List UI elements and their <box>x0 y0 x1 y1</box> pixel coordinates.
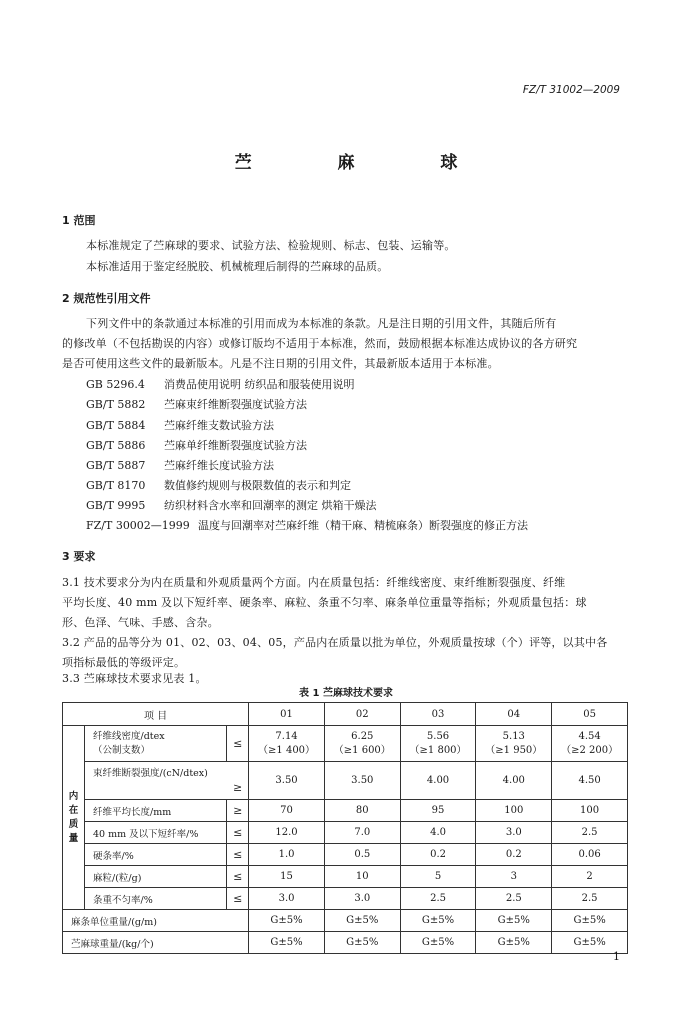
row-value: 4.00 <box>476 762 552 800</box>
scope-paragraph-1: 本标准规定了苎麻球的要求、试验方法、检验规则、标志、包装、运输等。 <box>86 239 456 252</box>
row-value: 3 <box>476 866 552 888</box>
header-grade: 02 <box>324 703 400 726</box>
row-value: 0.2 <box>476 844 552 866</box>
header-grade: 05 <box>552 703 628 726</box>
row-symbol: ≤ <box>227 844 249 866</box>
clause-3-1-line-1: 3.1 技术要求分为内在质量和外观质量两个方面。内在质量包括：纤维线密度、束纤维断裂强度、纤维 <box>62 576 566 589</box>
row-value: G±5% <box>324 932 400 954</box>
row-value: G±5% <box>400 932 476 954</box>
row-item: 硬条率/% <box>85 844 227 866</box>
reference-code: GB 5296.4 <box>86 378 145 391</box>
row-value: 95 <box>400 800 476 822</box>
page-number: 1 <box>613 950 620 963</box>
row-value: G±5% <box>476 910 552 932</box>
clause-3-1-line-3: 形、色泽、气味、手感、含杂。 <box>62 616 219 629</box>
row-value: 5 <box>400 866 476 888</box>
row-value: 5.13 （≥1 950） <box>476 726 552 762</box>
row-item: 纤维线密度/dtex （公制支数） <box>85 726 227 762</box>
row-value: 0.2 <box>400 844 476 866</box>
row-item: 苎麻球重量/(kg/个) <box>63 932 249 954</box>
row-value: 3.50 <box>324 762 400 800</box>
table-row <box>63 866 628 888</box>
clause-3-2-line-1: 3.2 产品的品等分为 01、02、03、04、05，产品内在质量以批为单位，外观质量按球（个）评等，以其中各 <box>62 636 608 649</box>
row-value: G±5% <box>400 910 476 932</box>
row-value: 0.06 <box>552 844 628 866</box>
row-value: 4.0 <box>400 822 476 844</box>
row-value: 2.5 <box>552 888 628 910</box>
reference-code: GB/T 5882 <box>86 398 146 411</box>
row-value: 4.00 <box>400 762 476 800</box>
reference-title: 苎麻单纤维断裂强度试验方法 <box>164 439 307 452</box>
row-value: 4.54 （≥2 200） <box>552 726 628 762</box>
row-symbol: ≤ <box>227 866 249 888</box>
references-intro-line-1: 下列文件中的条款通过本标准的引用而成为本标准的条款。凡是注日期的引用文件，其随后所有 <box>86 317 557 330</box>
row-item: 条重不匀率/% <box>85 888 227 910</box>
table-caption: 表 1 苎麻球技术要求 <box>299 688 393 699</box>
section-heading-normative-references: 2 规范性引用文件 <box>62 292 151 305</box>
section-heading-scope: 1 范围 <box>62 214 96 227</box>
reference-title: 温度与回潮率对苎麻纤维（精干麻、精梳麻条）断裂强度的修正方法 <box>198 519 528 532</box>
row-value: 2.5 <box>400 888 476 910</box>
reference-title: 消费品使用说明 纺织品和服装使用说明 <box>164 378 355 391</box>
row-value: 3.0 <box>476 822 552 844</box>
row-value: 3.50 <box>249 762 325 800</box>
reference-item <box>86 396 307 412</box>
row-value: 7.0 <box>324 822 400 844</box>
table-row <box>63 844 628 866</box>
reference-code: GB/T 5884 <box>86 419 146 432</box>
row-item: 40 mm 及以下短纤率/% <box>85 822 227 844</box>
reference-item <box>86 417 274 433</box>
table-row <box>63 800 628 822</box>
row-symbol: ≥ <box>227 800 249 822</box>
row-value: 70 <box>249 800 325 822</box>
row-item: 束纤维断裂强度/(cN/dtex) ≥ <box>85 762 249 800</box>
row-value: 0.5 <box>324 844 400 866</box>
row-value: 15 <box>249 866 325 888</box>
row-value: G±5% <box>249 910 325 932</box>
table-row <box>63 762 628 800</box>
clause-3-2-line-2: 项指标最低的等级评定。 <box>62 656 186 669</box>
section-heading-requirements: 3 要求 <box>62 550 96 563</box>
reference-title: 纺织材料含水率和回潮率的测定 烘箱干燥法 <box>164 499 377 512</box>
clause-3-1-line-2: 平均长度、40 mm 及以下短纤率、硬条率、麻粒、条重不匀率、麻条单位重量等指标；外观质量包括：球 <box>62 596 587 609</box>
row-symbol: ≤ <box>227 822 249 844</box>
table-row <box>63 726 628 762</box>
row-symbol: ≤ <box>227 888 249 910</box>
requirements-table <box>62 702 628 954</box>
table-row <box>63 932 628 954</box>
row-value: G±5% <box>552 932 628 954</box>
reference-code: GB/T 5887 <box>86 459 146 472</box>
scope-paragraph-2: 本标准适用于鉴定经脱胶、机械梳理后制得的苎麻球的品质。 <box>86 260 389 273</box>
row-value: 10 <box>324 866 400 888</box>
reference-code: GB/T 5886 <box>86 439 146 452</box>
row-item: 纤维平均长度/mm <box>85 800 227 822</box>
row-value: 100 <box>476 800 552 822</box>
row-item: 麻条单位重量/(g/m) <box>63 910 249 932</box>
reference-item <box>86 477 351 493</box>
reference-item <box>86 517 528 533</box>
row-value: G±5% <box>324 910 400 932</box>
row-value: 3.0 <box>249 888 325 910</box>
header-grade: 04 <box>476 703 552 726</box>
reference-item <box>86 497 377 513</box>
row-value: 80 <box>324 800 400 822</box>
row-item: 麻粒/(粒/g) <box>85 866 227 888</box>
reference-title: 数值修约规则与极限数值的表示和判定 <box>164 479 351 492</box>
table-row <box>63 822 628 844</box>
row-value: 100 <box>552 800 628 822</box>
reference-title: 苎麻束纤维断裂强度试验方法 <box>164 398 307 411</box>
row-value: 5.56 （≥1 800） <box>400 726 476 762</box>
header-grade: 03 <box>400 703 476 726</box>
reference-item <box>86 457 274 473</box>
row-value: 1.0 <box>249 844 325 866</box>
references-intro-line-2: 的修改单（不包括勘误的内容）或修订版均不适用于本标准，然而，鼓励根据本标准达成协议的各方研究 <box>62 337 578 350</box>
reference-code: FZ/T 30002—1999 <box>86 519 190 532</box>
standard-number: FZ/T 31002—2009 <box>522 84 620 96</box>
row-value: 2 <box>552 866 628 888</box>
reference-item <box>86 437 307 453</box>
table-row <box>63 888 628 910</box>
row-value: 2.5 <box>476 888 552 910</box>
reference-code: GB/T 8170 <box>86 479 146 492</box>
row-value: 12.0 <box>249 822 325 844</box>
row-value: 4.50 <box>552 762 628 800</box>
row-value: G±5% <box>249 932 325 954</box>
reference-code: GB/T 9995 <box>86 499 146 512</box>
row-symbol: ≤ <box>227 726 249 762</box>
reference-title: 苎麻纤维支数试验方法 <box>164 419 274 432</box>
header-grade: 01 <box>249 703 325 726</box>
row-value: 2.5 <box>552 822 628 844</box>
group-label: 内在质量 <box>63 726 85 910</box>
row-value: G±5% <box>552 910 628 932</box>
row-value: 3.0 <box>324 888 400 910</box>
reference-title: 苎麻纤维长度试验方法 <box>164 459 274 472</box>
row-value: 7.14 （≥1 400） <box>249 726 325 762</box>
page-title: 苎 麻 球 <box>234 153 498 173</box>
row-value: 6.25 （≥1 600） <box>324 726 400 762</box>
table-header-row <box>63 703 628 726</box>
clause-3-3: 3.3 苎麻球技术要求见表 1。 <box>62 672 207 685</box>
reference-item <box>86 376 355 392</box>
header-item: 项 目 <box>63 703 249 726</box>
references-intro-line-3: 是否可使用这些文件的最新版本。凡是不注日期的引用文件，其最新版本适用于本标准。 <box>62 357 499 370</box>
table-row <box>63 910 628 932</box>
row-value: G±5% <box>476 932 552 954</box>
